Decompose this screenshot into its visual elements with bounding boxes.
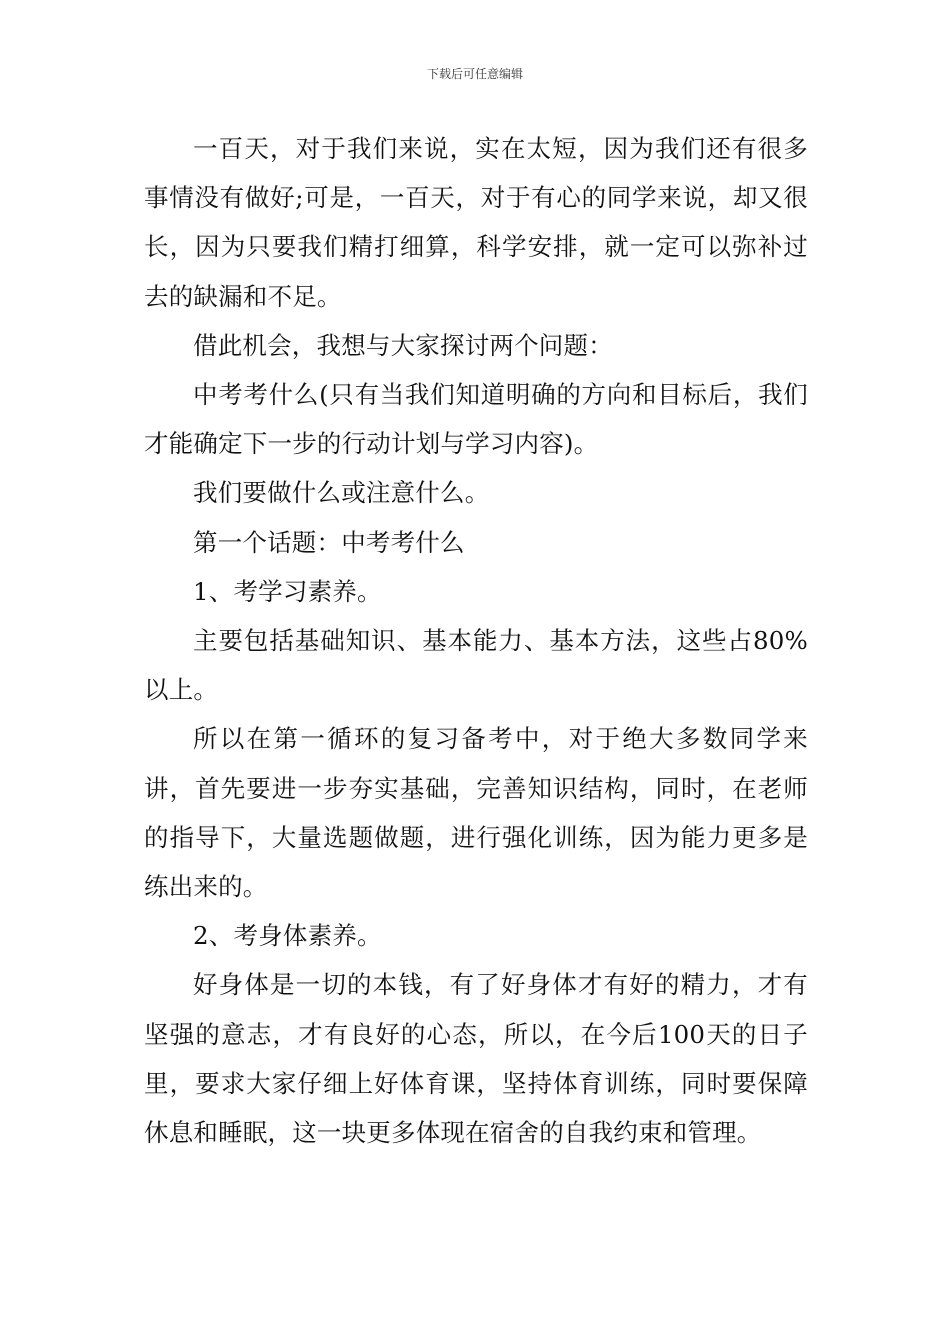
paragraph-item-1-heading: 1、考学习素养。: [193, 576, 382, 606]
page-header-note: 下载后可任意编辑: [426, 67, 523, 81]
paragraph-item-2-detail: 好身体是一切的本钱，有了好身体才有好的精力，才有坚强的意志，才有良好的心态，所以，在今后100天的日子里，要求大家仔细上好体育课，坚持体育训练，同时要保障休息和睡眠，这一块更多体现在宿舍的自我约束和管理。: [144, 970, 808, 1148]
paragraph-item-2-heading: 2、考身体素养。: [193, 921, 382, 951]
paragraph-question-one: 中考考什么(只有当我们知道明确的方向和目标后，我们才能确定下一步的行动计划与学习内容)。: [144, 380, 808, 459]
paragraph-intro: 一百天，对于我们来说，实在太短，因为我们还有很多事情没有做好;可是，一百天，对于有心的同学来说，却又很长，因为只要我们精打细算，科学安排，就一定可以弥补过去的缺漏和不足。: [144, 134, 808, 311]
paragraph-question-two: 我们要做什么或注意什么。: [193, 478, 490, 508]
paragraph-topics-lead: 借此机会，我想与大家探讨两个问题：: [193, 330, 613, 360]
paragraph-topic-heading: 第一个话题：中考考什么: [193, 527, 465, 557]
paragraph-item-1-advice: 所以在第一循环的复习备考中，对于绝大多数同学来讲，首先要进一步夯实基础，完善知识结构，同时，在老师的指导下，大量选题做题，进行强化训练，因为能力更多是练出来的。: [144, 724, 808, 902]
paragraph-item-1-detail: 主要包括基础知识、基本能力、基本方法，这些占80%以上。: [144, 626, 808, 705]
document-body: [144, 124, 808, 1157]
